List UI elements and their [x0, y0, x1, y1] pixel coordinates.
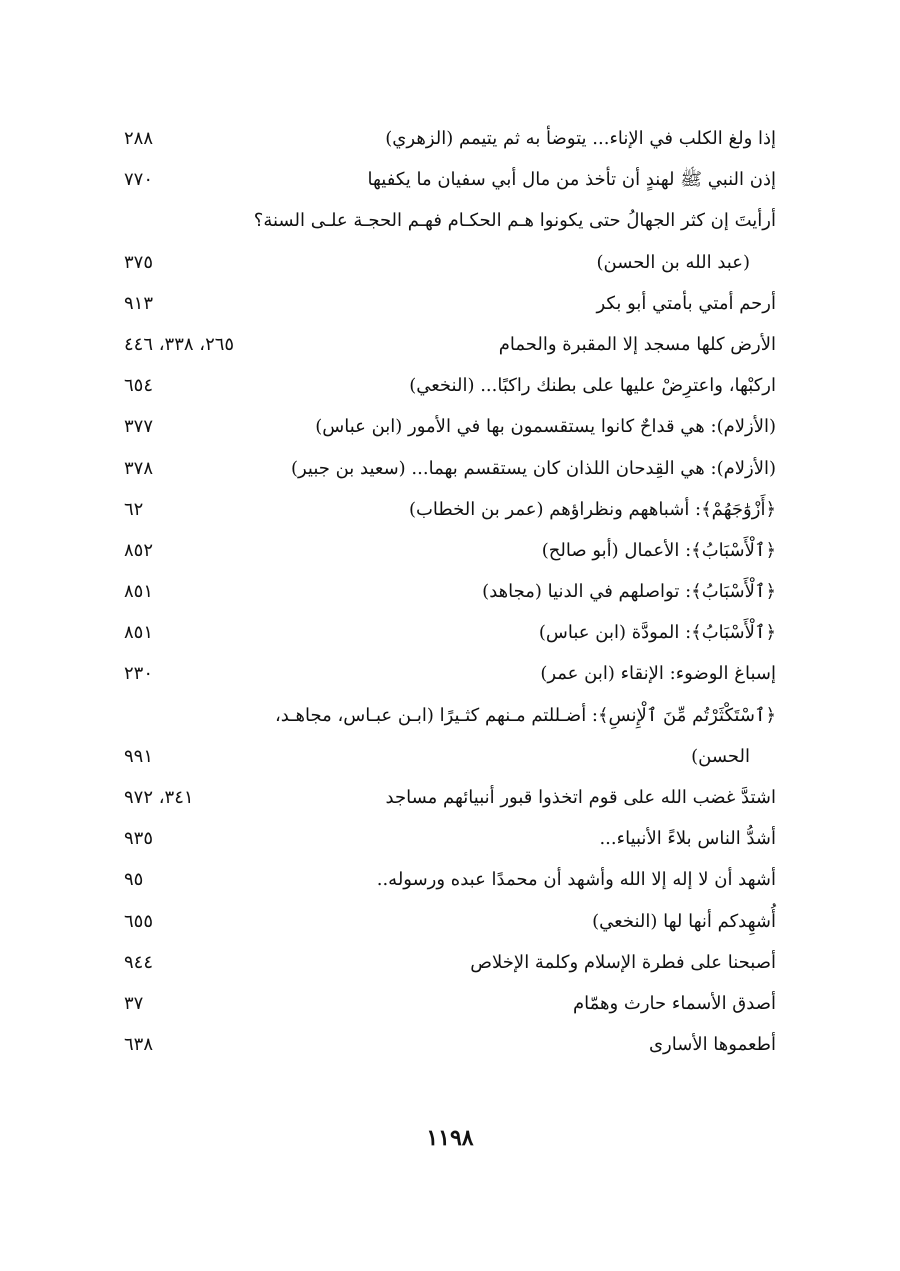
entry-pages: ٩٤٤	[124, 951, 154, 973]
entry-text: ﴿ٱلْأَسْبَابُ﴾: الأعمال (أبو صالح)	[541, 539, 776, 561]
entry-text: الحسن)	[691, 745, 750, 767]
entry-pages: ٣٧٨	[124, 457, 154, 479]
index-entry	[124, 859, 776, 900]
entry-text: إسباغ الوضوء: الإنقاء (ابن عمر)	[540, 663, 776, 685]
index-entry	[124, 406, 776, 447]
entry-text: أصبحنا على فطرة الإسلام وكلمة الإخلاص	[470, 951, 776, 973]
entry-pages: ٣٧٥	[124, 251, 154, 273]
entry-text: ﴿أَزْوَٰجَهُمْ﴾: أشباههم ونظراؤهم (عمر بن الخطاب)	[408, 498, 776, 520]
entry-text: ﴿ٱلْأَسْبَابُ﴾: المودَّة (ابن عباس)	[538, 622, 776, 644]
entry-pages: ٣٧	[124, 992, 144, 1014]
page-number: ١١٩٨	[426, 1125, 474, 1151]
index-entry	[124, 242, 776, 283]
index-entry	[124, 818, 776, 859]
index-entry	[124, 365, 776, 406]
entry-pages: ٨٥٢	[124, 539, 154, 561]
entry-pages: ٢٦٥، ٣٣٨، ٤٤٦	[124, 333, 235, 355]
index-entry	[124, 200, 776, 241]
entry-pages: ٦٥٥	[124, 910, 154, 932]
entry-text: أطعموها الأسارى	[648, 1034, 776, 1056]
entry-text: (الأزلام): هي القِدحان اللذان كان يستقسم بهما... (سعيد بن جبير)	[290, 457, 776, 479]
entry-pages: ٣٤١، ٩٧٢	[124, 787, 194, 808]
entry-pages: ٩٥	[124, 869, 144, 891]
entry-text: أشهد أن لا إله إلا الله وأشهد أن محمدًا عبده ورسوله..	[376, 869, 776, 891]
entry-text: (عبد الله بن الحسن)	[596, 251, 750, 273]
entry-pages: ٨٥١	[124, 622, 154, 644]
entry-text: الأرض كلها مسجد إلا المقبرة والحمام	[498, 333, 776, 355]
index-entry	[124, 777, 776, 818]
index-list	[124, 118, 776, 1065]
index-entry	[124, 1024, 776, 1065]
index-entry	[124, 983, 776, 1024]
index-entry	[124, 942, 776, 983]
entry-pages: ٦٢	[124, 498, 144, 520]
index-entry	[124, 695, 776, 736]
index-entry	[124, 118, 776, 159]
entry-text: اشتدَّ غضب الله على قوم اتخذوا قبور أنبيائهم مساجد	[385, 787, 776, 808]
entry-text: اركبْها، واعترِضْ عليها على بطنك راكبًا... (النخعي)	[409, 375, 776, 397]
index-entry	[124, 530, 776, 571]
entry-text: أرحم أمتي بأمتي أبو بكر	[596, 292, 776, 314]
entry-text: أُشهِدكم أنها لها (النخعي)	[592, 910, 776, 932]
entry-pages: ٨٥١	[124, 581, 154, 603]
entry-pages: ٢٨٨	[124, 128, 154, 149]
entry-text: ﴿ٱلْأَسْبَابُ﴾: تواصلهم في الدنيا (مجاهد)	[482, 581, 776, 603]
index-entry	[124, 612, 776, 653]
entry-pages: ٢٣٠	[124, 663, 154, 685]
entry-pages: ٩١٣	[124, 292, 154, 314]
entry-pages: ٦٣٨	[124, 1034, 154, 1056]
index-entry	[124, 448, 776, 489]
entry-pages: ٩٣٥	[124, 828, 154, 850]
index-entry	[124, 283, 776, 324]
entry-pages: ٦٥٤	[124, 375, 154, 397]
index-entry	[124, 159, 776, 200]
entry-text: أرأيتَ إن كثر الجهالُ حتى يكونوا هـم الحكـام فهـم الحجـة علـى السنة؟	[253, 210, 776, 232]
entry-pages: ٩٩١	[124, 745, 154, 767]
index-entry	[124, 324, 776, 365]
index-entry	[124, 736, 776, 777]
index-entry	[124, 901, 776, 942]
entry-text: إذا ولغ الكلب في الإناء... يتوضأ به ثم يتيمم (الزهري)	[385, 128, 776, 149]
entry-text: إذن النبي ﷺ لهندٍ أن تأخذ من مال أبي سفيان ما يكفيها	[367, 169, 776, 191]
entry-text: أصدق الأسماء حارث وهمّام	[572, 992, 776, 1014]
entry-text: أشدُّ الناس بلاءً الأنبياء...	[599, 828, 776, 850]
entry-pages: ٣٧٧	[124, 416, 154, 438]
index-entry	[124, 489, 776, 530]
index-entry	[124, 571, 776, 612]
index-entry	[124, 653, 776, 694]
entry-text: ﴿ٱسْتَكْثَرْتُم مِّنَ ٱلْإِنسِ﴾: أضـللتم مـنهم كثـيرًا (ابـن عبـاس، مجاهـد،	[274, 704, 776, 726]
entry-pages: ٧٧٠	[124, 169, 154, 191]
entry-text: (الأزلام): هي قداحٌ كانوا يستقسمون بها في الأمور (ابن عباس)	[315, 416, 776, 438]
